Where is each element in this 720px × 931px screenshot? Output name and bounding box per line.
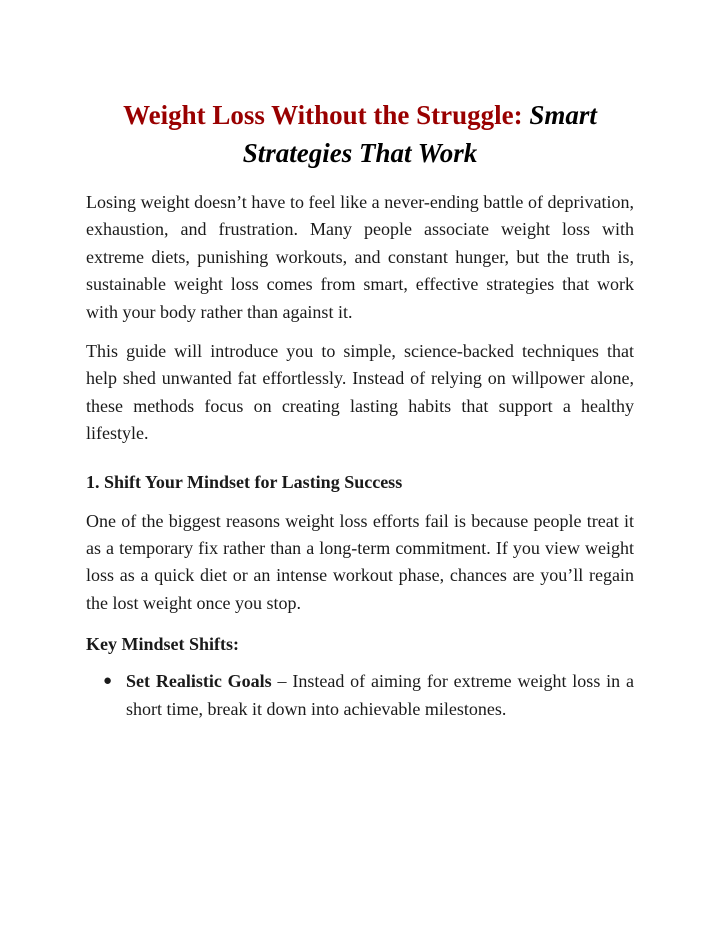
section-paragraph: One of the biggest reasons weight loss efforts fail is because people treat it as a temporary fix rather than a long-term commitment. If you view weight loss as a quick diet or an intense workout phase, chances are you’ll regain the lost weight once you stop.: [86, 510, 634, 613]
subheading: Key Mindset Shifts:: [86, 634, 239, 655]
document-page: [86, 96, 634, 723]
bullet-text: – Instead of aiming for extreme weight loss in a short time, break it down into achievable milestones.: [126, 671, 634, 719]
document-title: [86, 96, 634, 172]
intro-paragraph-1: Losing weight doesn’t have to feel like a never-ending battle of deprivation, exhaustion, and frustration. Many people associate weight loss with extreme diets, punishing workouts, and constant hunger, but the truth is, sustainable weight loss comes from smart, effective strategies that work with your body rather than against it.: [86, 192, 634, 322]
title-accent-text: Smart Strategies That Work: [242, 100, 597, 168]
list-item: [103, 668, 634, 723]
intro-paragraph-2: This guide will introduce you to simple, science-backed techniques that help shed unwanted fat effortlessly. Instead of relying on willpower alone, these methods focus on creating lasting habits that support a healthy lifestyle.: [86, 341, 634, 444]
bullet-term: Set Realistic Goals: [126, 671, 272, 692]
bullet-icon: ●: [103, 673, 113, 690]
mindset-bullet-list: [86, 668, 634, 723]
section-heading: 1. Shift Your Mindset for Lasting Success: [86, 471, 403, 492]
title-main-text: Weight Loss Without the Struggle:: [123, 100, 523, 130]
